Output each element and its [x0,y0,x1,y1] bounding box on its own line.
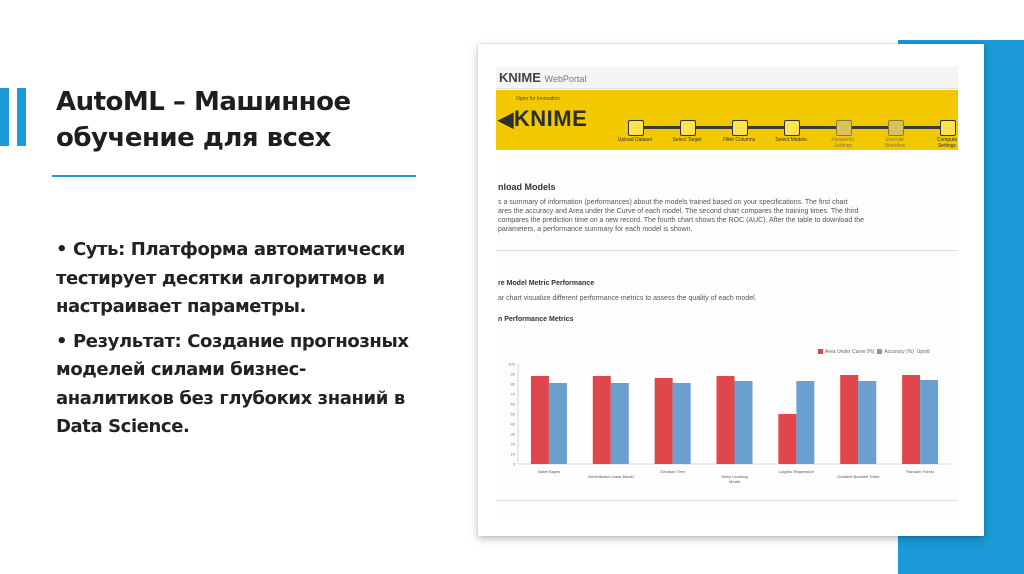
bullet-line: тестирует десятки алгоритмов и [56,267,385,289]
x-tick-label: Naive Bayes [537,469,561,474]
bullet-line: • Результат: Создание прогнозных [56,330,409,352]
metric-section-title: re Model Metric Performance [498,280,595,287]
knime-webportal-screenshot [496,66,958,516]
title-underline [52,175,416,177]
banner-logo-text: KNIME [513,106,588,131]
workflow-step-label: Select Models [775,137,807,143]
bar-accuracy [735,381,753,464]
x-tick-label: Gradient Boosted Trees [837,474,880,479]
workflow-step-label: Select Target [672,137,702,143]
bullet-result [56,328,420,442]
workflow-step-label: Compute Settings [936,137,958,149]
x-tick-label: Generalized Linear Model [587,474,634,479]
bullet-line: аналитиков без глубоких знаний в [56,387,405,409]
title-line: AutoML – Машинное [56,87,351,117]
top-right-gap [898,0,1024,40]
bar-accuracy [611,383,629,464]
bullet-line: моделей силами бизнес- [56,359,306,380]
workflow-node[interactable] [732,120,748,136]
bar-auc [531,376,549,464]
bullet-line: Data Science. [56,416,190,437]
workflow-step-label: Upload Dataset [617,137,653,143]
y-tick-label: 60 [510,401,515,407]
legend-label: Upsid [916,349,930,355]
workflow-node[interactable] [680,120,696,136]
performance-bar-chart [496,356,958,486]
knime-logo-sub: WebPortal [544,74,587,84]
x-axis-title: Model [729,479,740,484]
text-line: compares the prediction time on a new record. The fourth chart shows the ROC (AUC). After the table to download the [498,217,864,224]
knime-header [496,66,958,89]
workflow-node[interactable] [888,120,904,136]
bullet-line: • Суть: Платформа автоматически [56,239,405,260]
bar-auc [840,375,858,464]
y-tick-label: 100 [508,361,515,367]
banner-logo [498,106,587,132]
divider [496,500,958,501]
slide-title [56,84,416,156]
workflow-step-label: Filter Columns [722,137,756,143]
legend-swatch-red [818,349,823,354]
y-tick-label: 20 [510,441,515,447]
y-tick-label: 40 [510,421,515,427]
y-tick-label: 80 [510,381,515,387]
bar-accuracy [796,381,814,464]
chart-legend [818,349,930,355]
bar-accuracy [920,380,938,464]
chart-heading: n Performance Metrics [498,316,574,323]
workflow-step-label: Execute Workflow [884,137,906,149]
bar-accuracy [549,383,567,464]
title-line: обучение для всех [56,123,331,153]
y-tick-label: 0 [512,461,515,467]
y-tick-label: 90 [510,371,515,377]
bullet-line: настраивает параметры. [56,296,306,317]
x-tick-label: Random Forest [906,469,934,474]
workflow-node[interactable] [836,120,852,136]
workflow-node[interactable] [628,120,644,136]
workflow-node[interactable] [940,120,956,136]
banner-tagline: Open for Innovation [516,96,560,102]
x-tick-label: Decision Tree [660,469,685,474]
bullet-essence [56,236,420,322]
bullet-list [56,236,420,448]
metric-section-text: ar chart visualize different performance metrics to assess the quality of each model. [498,295,757,302]
divider [496,250,958,251]
workflow-node[interactable] [784,120,800,136]
x-tick-label: Logistic Regression [778,469,814,474]
text-line: ares the accuracy and Area under the Curve of each model. The second chart compares the training times. The third [498,208,859,215]
accent-bars [0,88,30,146]
y-tick-label: 50 [510,411,515,417]
screenshot-card [478,44,984,536]
accent-bar [0,88,9,146]
download-models-title: nload Models [498,182,556,192]
y-tick-label: 30 [510,431,515,437]
bar-accuracy [673,383,691,464]
text-line: parameters, a performance summary for each model is shown. [498,226,693,233]
x-tick-label: Deep Learning [721,474,748,479]
knime-header-logo [499,70,586,85]
text-line: s a summary of information (performances) about the models trained based on your specifications. The first chart [498,199,848,206]
bar-auc [717,376,735,464]
legend-swatch-blue [877,349,882,354]
bar-auc [778,414,796,464]
bar-auc [655,378,673,464]
accent-bar [17,88,26,146]
knime-banner [496,90,958,150]
bar-accuracy [858,381,876,464]
knime-logo-text: KNIME [499,70,541,85]
legend-label: Area Under Curve (%) [825,349,875,355]
y-tick-label: 10 [510,451,515,457]
knime-chevron-icon: ◀ [498,109,514,131]
y-tick-label: 70 [510,391,515,397]
download-models-text [498,198,956,234]
bar-auc [593,376,611,464]
bar-auc [902,375,920,464]
legend-label: Accuracy (%) [884,349,914,355]
workflow-step-label: Parameter Settings [831,137,855,149]
